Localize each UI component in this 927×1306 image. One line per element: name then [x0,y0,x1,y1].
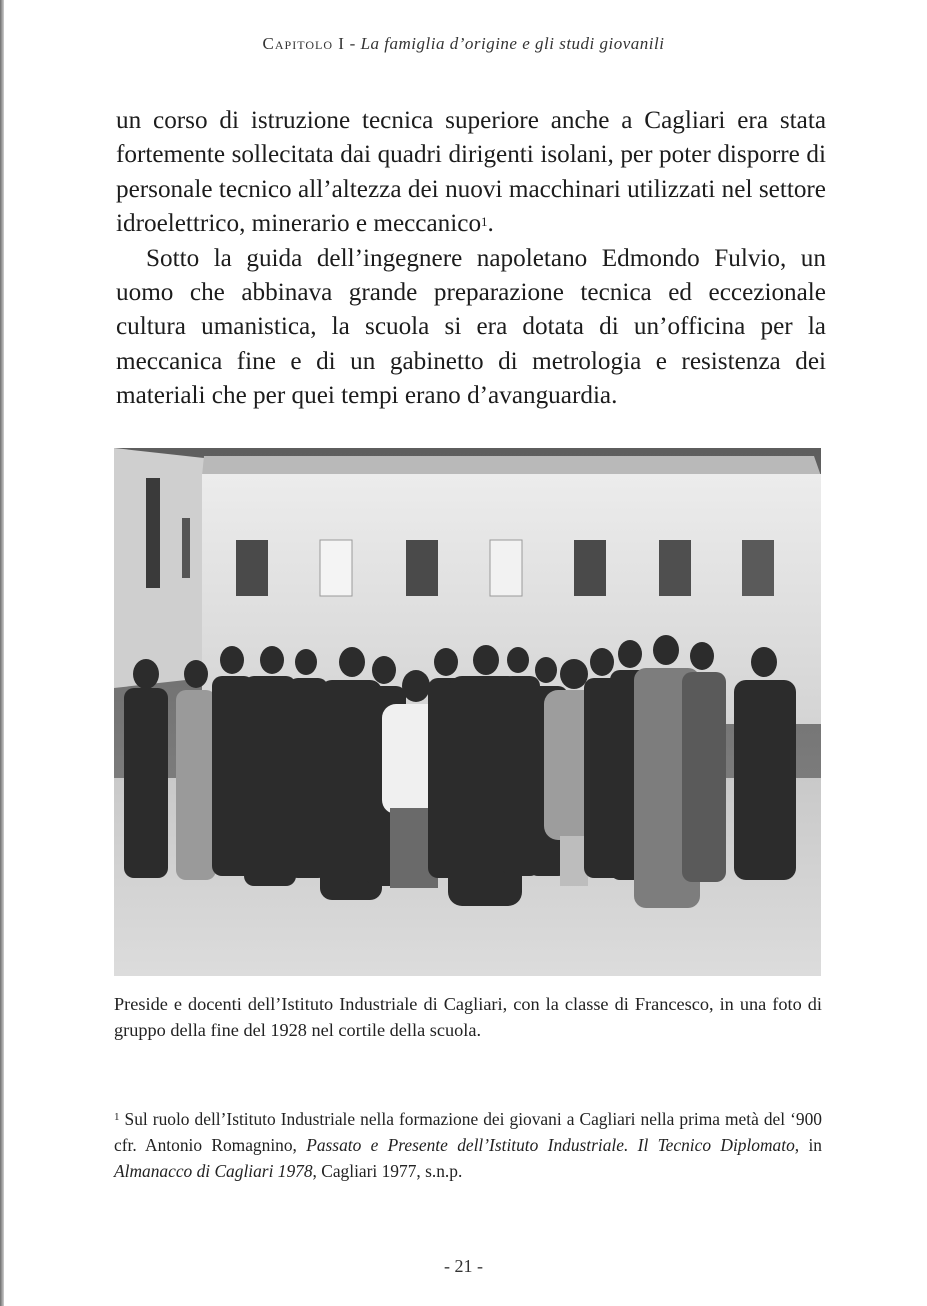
footnote-cited-title: Almanacco di Cagliari 1978 [114,1161,313,1181]
footnote-reference: 1 [481,214,488,230]
footnote-text: , Cagliari 1977, s.n.p. [312,1161,463,1181]
running-head-separator: - [344,34,361,53]
scan-edge [0,0,4,1306]
footnote-marker: 1 [114,1111,120,1123]
footnote-text: Sul ruolo dell’Istituto Industriale nella formazione dei giovani a Cagliari nella prima metà del ‘900 cfr. Antonio Romagnino, [114,1109,822,1155]
paragraph-end: . [487,210,494,238]
photo-caption: Preside e docenti dell’Istituto Industriale di Cagliari, con la classe di Francesco, in una foto di gruppo della fine del 1928 nel cortile della scuola. [114,994,822,1040]
paragraph [116,104,826,242]
group-photograph [114,448,821,976]
footnote [114,1106,822,1184]
paragraph: Sotto la guida dell’ingegnere napoletano Edmondo Fulvio, un uomo che abbinava grande preparazione tecnica ed eccezionale cultura umanistica, la scuola si era dotata di un’officina per la meccanica fine e di un gabinetto di metrologia e resistenza dei materiali che per quei tempi erano d’avanguardia. [116,244,826,410]
footnote-text: , in [794,1135,822,1155]
body-text [116,104,826,414]
footnote-cited-title: Passato e Presente dell’Istituto Industriale. Il Tecnico Diplomato [306,1135,795,1155]
page-number: - 21 - [444,1256,483,1276]
paragraph-text: un corso di istruzione tecnica superiore anche a Cagliari era stata fortemente sollecitata dai quadri dirigenti isolani, per poter disporre di personale tecnico all’altezza dei nuovi macchinari utilizzati nel settore idroelettrico, minerario e meccanico [116,107,826,238]
chapter-label: Capitolo I [262,34,345,53]
chapter-title: La famiglia d’origine e gli studi giovanili [360,34,665,53]
running-head [0,34,927,54]
